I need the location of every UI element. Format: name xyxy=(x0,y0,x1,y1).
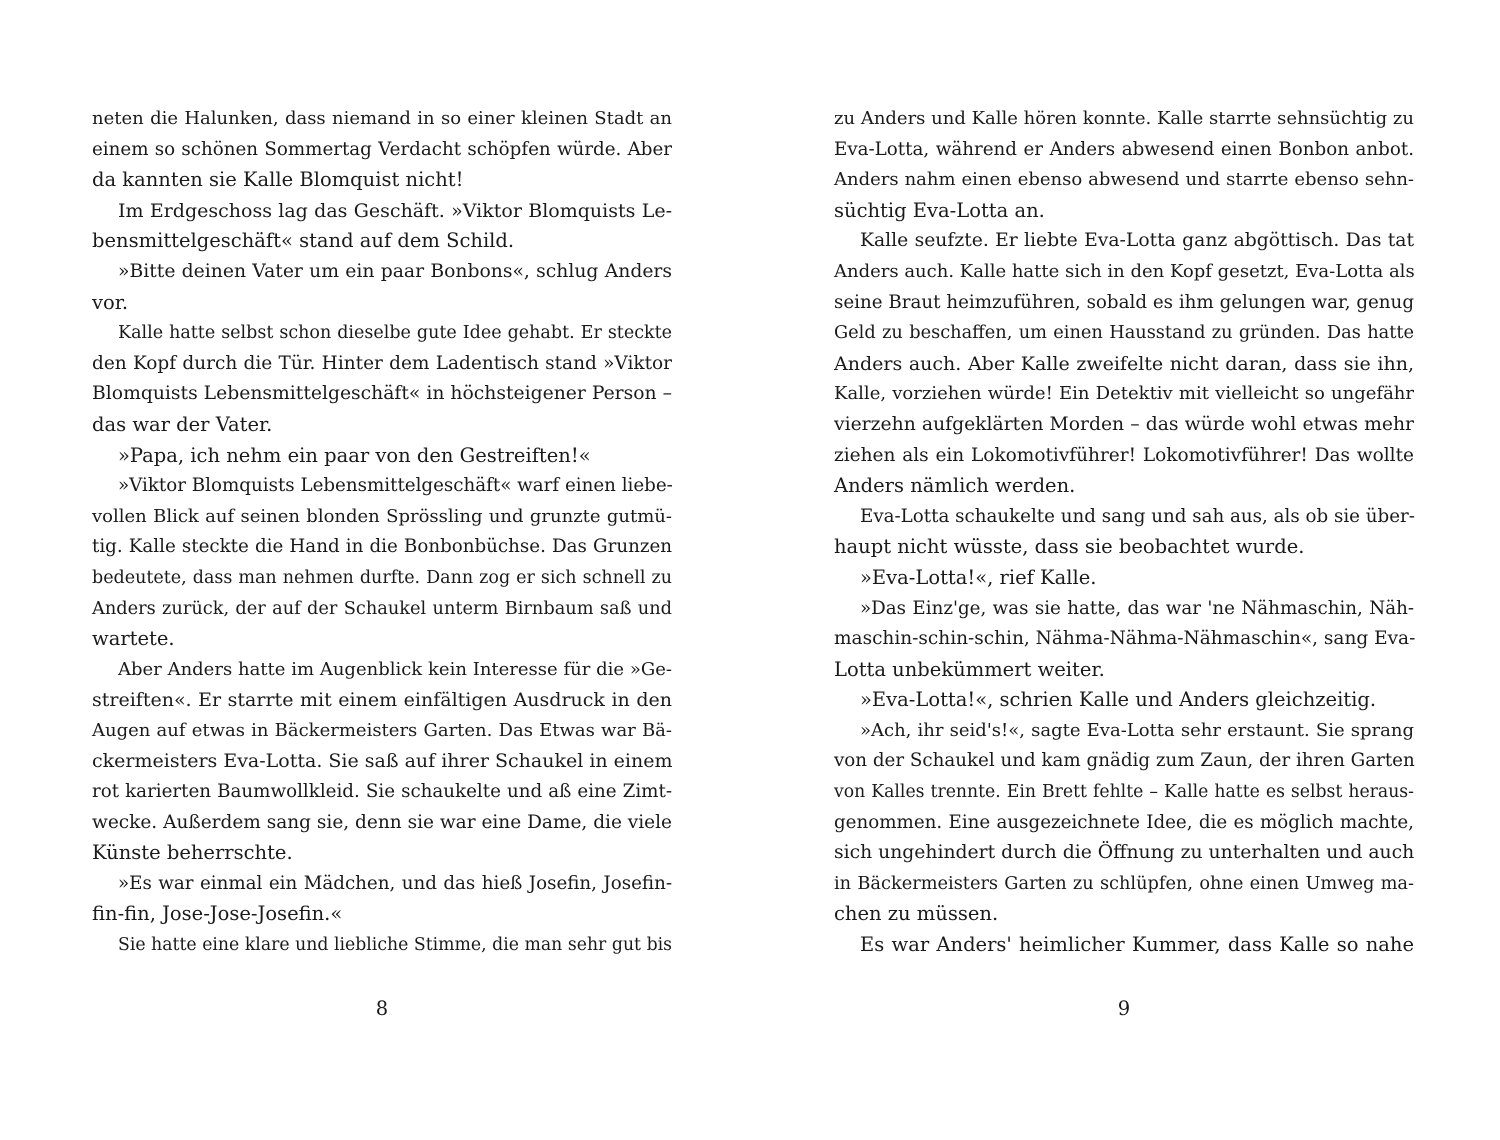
text-line: Aber Anders hatte im Augenblick kein Interesse für die »Ge- xyxy=(118,658,672,680)
text-line: Lotta unbekümmert weiter. xyxy=(834,657,1105,681)
text-line: Anders nahm einen ebenso abwesend und starrte ebenso sehn- xyxy=(834,169,1414,191)
right-page xyxy=(834,104,1414,1064)
text-line: »Eva-Lotta!«, schrien Kalle und Anders gleichzeitig. xyxy=(860,688,1377,712)
text-line: vollen Blick auf seinen blonden Sprössling und grunzte gutmü- xyxy=(92,505,672,527)
text-line: da kannten sie Kalle Blomquist nicht! xyxy=(92,168,464,192)
right-page-text xyxy=(834,104,1414,961)
left-page xyxy=(92,104,672,1064)
text-line: von der Schaukel und kam gnädig zum Zaun, der ihren Garten xyxy=(834,750,1415,772)
text-line: »Es war einmal ein Mädchen, und das hieß Josefin, Josefin- xyxy=(118,872,672,894)
text-line: süchtig Eva-Lotta an. xyxy=(834,198,1045,222)
text-line: bedeutete, dass man nehmen durfte. Dann zog er sich schnell zu xyxy=(92,567,672,588)
text-line: tig. Kalle steckte die Hand in die Bonbonbüchse. Das Grunzen xyxy=(92,536,672,558)
text-line: Augen auf etwas in Bäckermeisters Garten. Das Etwas war Bä- xyxy=(92,719,672,741)
text-line: chen zu müssen. xyxy=(834,902,999,926)
text-line: Anders zurück, der auf der Schaukel unterm Birnbaum saß und xyxy=(92,598,672,619)
left-page-text xyxy=(92,104,672,961)
text-line: seine Braut heimzuführen, sobald es ihm gelungen war, genug xyxy=(834,291,1414,313)
text-line: »Das Einz'ge, was sie hatte, das war 'ne Nähmaschin, Näh- xyxy=(860,597,1414,619)
text-line: Im Erdgeschoss lag das Geschäft. »Viktor Blomquists Le- xyxy=(118,199,672,222)
text-line: Geld zu beschaffen, um einen Hausstand zu gründen. Das hatte xyxy=(834,323,1414,344)
text-line: Sie hatte eine klare und liebliche Stimme, die man sehr gut bis xyxy=(118,935,672,956)
right-page-number: 9 xyxy=(1117,997,1131,1020)
text-line: streiften«. Er starrte mit einem einfältigen Ausdruck in den xyxy=(92,689,672,712)
text-line: wecke. Außerdem sang sie, denn sie war eine Dame, die viele xyxy=(92,811,672,833)
text-line: ckermeisters Eva-Lotta. Sie saß auf ihrer Schaukel in einem xyxy=(92,750,673,773)
text-line: Es war Anders' heimlicher Kummer, dass Kalle so nahe xyxy=(860,933,1414,957)
text-line: Eva-Lotta schaukelte und sang und sah aus, als ob sie über- xyxy=(860,505,1415,527)
text-line: neten die Halunken, dass niemand in so einer kleinen Stadt an xyxy=(92,108,672,129)
text-line: Kalle seufzte. Er liebte Eva-Lotta ganz abgöttisch. Das tat xyxy=(860,230,1414,252)
text-line: »Bitte deinen Vater um ein paar Bonbons«, schlug Anders xyxy=(118,260,672,282)
text-line: genommen. Eine ausgezeichnete Idee, die es möglich machte, xyxy=(834,811,1414,833)
text-line: wartete. xyxy=(92,627,175,651)
text-line: Anders auch. Kalle hatte sich in den Kopf gesetzt, Eva-Lotta als xyxy=(834,260,1415,282)
text-line: Künste beherrschte. xyxy=(92,841,293,865)
text-line: sich ungehindert durch die Öffnung zu unterhalten und auch xyxy=(834,842,1415,864)
text-line: Eva-Lotta, während er Anders abwesend einen Bonbon anbot. xyxy=(834,138,1414,160)
text-line: den Kopf durch die Tür. Hinter dem Ladentisch stand »Viktor xyxy=(92,352,672,374)
text-line: Kalle, vorziehen würde! Ein Detektiv mit vielleicht so ungefähr xyxy=(834,383,1414,405)
text-line: vierzehn aufgeklärten Morden – das würde wohl etwas mehr xyxy=(834,413,1414,435)
text-line: in Bäckermeisters Garten zu schlüpfen, ohne einen Umweg ma- xyxy=(834,873,1414,894)
text-line: bensmittelgeschäft« stand auf dem Schild. xyxy=(92,229,515,253)
text-line: zu Anders und Kalle hören konnte. Kalle starrte sehnsüchtig zu xyxy=(834,108,1414,129)
left-page-number: 8 xyxy=(375,997,389,1020)
text-line: Anders nämlich werden. xyxy=(834,474,1076,498)
text-line: »Eva-Lotta!«, rief Kalle. xyxy=(860,565,1097,589)
text-line: »Papa, ich nehm ein paar von den Gestreiften!« xyxy=(118,443,591,467)
text-line: rot karierten Baumwollkleid. Sie schaukelte und aß eine Zimt- xyxy=(92,781,672,803)
text-line: Blomquists Lebensmittelgeschäft« in höchsteigener Person – xyxy=(92,383,672,405)
text-line: maschin-schin-schin, Nähma-Nähma-Nähmaschin«, sang Eva- xyxy=(834,628,1416,650)
text-line: »Viktor Blomquists Lebensmittelgeschäft« warf einen liebe- xyxy=(118,475,673,497)
text-line: Kalle hatte selbst schon dieselbe gute Idee gehabt. Er steckte xyxy=(118,323,672,344)
text-line: »Ach, ihr seid's!«, sagte Eva-Lotta sehr erstaunt. Sie sprang xyxy=(860,719,1414,741)
text-line: Anders auch. Aber Kalle zweifelte nicht daran, dass sie ihn, xyxy=(834,352,1414,375)
text-line: von Kalles trennte. Ein Brett fehlte – Kalle hatte es selbst heraus- xyxy=(834,782,1414,803)
text-line: ziehen als ein Lokomotivführer! Lokomotivführer! Das wollte xyxy=(834,444,1414,466)
text-line: vor. xyxy=(92,290,129,314)
text-line: das war der Vater. xyxy=(92,412,273,436)
text-line: haupt nicht wüsste, dass sie beobachtet wurde. xyxy=(834,535,1305,559)
text-line: fin-fin, Jose-Jose-Josefin.« xyxy=(92,902,343,926)
text-line: einem so schönen Sommertag Verdacht schöpfen würde. Aber xyxy=(92,138,672,160)
